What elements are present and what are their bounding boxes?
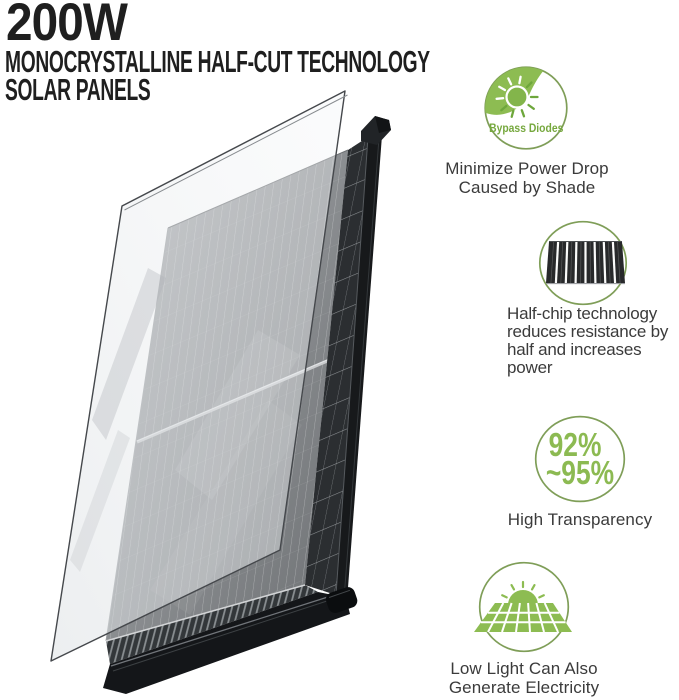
low-light-sun-panel-icon <box>472 557 576 657</box>
sun-shade-bypass-diodes-icon <box>484 66 568 150</box>
half-cut-solar-cells-icon <box>538 220 628 306</box>
feature-caption-low-light: Low Light Can Also Generate Electricity <box>448 659 600 697</box>
feature-caption-transparency: High Transparency <box>507 510 653 529</box>
sun-disc <box>507 87 528 108</box>
transparency-values: 92% ~95% <box>545 426 615 491</box>
wattage-text: 200W <box>6 0 128 52</box>
feature-caption-bypass-diodes: Minimize Power Drop Caused by Shade <box>445 159 609 197</box>
page-title-line2: SOLAR PANELS <box>5 72 151 107</box>
page-title-line1: MONOCRYSTALLINE HALF-CUT TECHNOLOGY <box>5 44 430 79</box>
bypass-diodes-badge: Bypass Diodes <box>488 123 564 135</box>
feature-caption-half-chip: Half-chip technology reduces resistance by half and increases power <box>507 304 669 377</box>
